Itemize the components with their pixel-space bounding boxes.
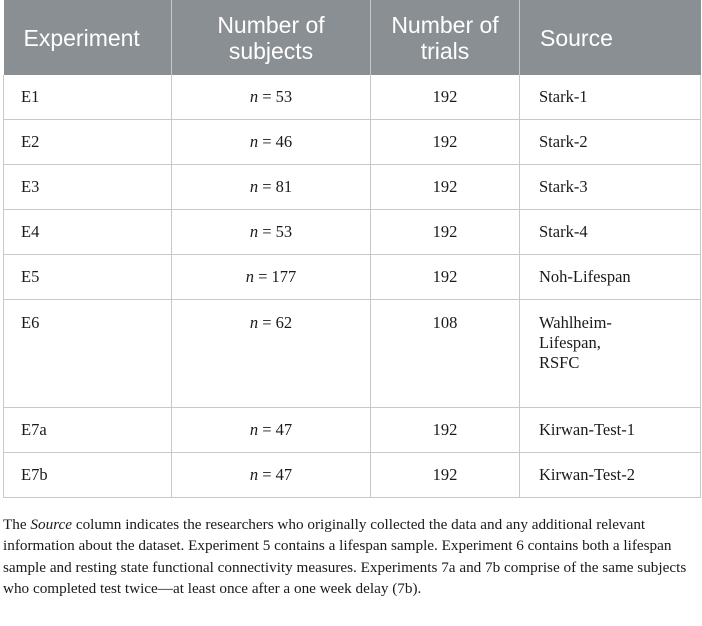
source-cell: Stark-1	[520, 75, 701, 120]
experiment-cell: E4	[4, 210, 172, 255]
subjects-cell	[172, 75, 371, 120]
experiment-cell: E1	[4, 75, 172, 120]
trials-cell: 192	[371, 165, 520, 210]
trials-cell: 192	[371, 408, 520, 453]
n-symbol: n	[249, 465, 259, 484]
source-cell: Kirwan-Test-1	[520, 408, 701, 453]
header-experiment: Experiment	[4, 0, 172, 75]
table-footnote	[3, 514, 702, 599]
n-symbol: n	[245, 267, 254, 286]
n-symbol: n	[249, 222, 259, 241]
equals-sign: =	[258, 222, 276, 241]
subjects-value: 46	[275, 132, 293, 151]
n-symbol: n	[249, 420, 259, 439]
header-source: Source	[520, 0, 701, 75]
subjects-cell	[172, 408, 371, 453]
subjects-value: 62	[275, 313, 293, 332]
source-cell: Stark-3	[520, 165, 701, 210]
experiment-cell: E7a	[4, 408, 172, 453]
experiments-table	[3, 0, 701, 498]
subjects-cell	[172, 255, 371, 300]
equals-sign: =	[258, 87, 276, 106]
subjects-cell	[172, 165, 371, 210]
table-row	[4, 120, 701, 165]
subjects-value: 47	[275, 465, 293, 484]
header-subjects: Number of subjects	[172, 0, 371, 75]
table-header	[4, 0, 701, 75]
footnote-prefix: The	[3, 516, 31, 533]
trials-cell: 192	[371, 210, 520, 255]
table-row	[4, 210, 701, 255]
subjects-cell	[172, 120, 371, 165]
table-row	[4, 255, 701, 300]
experiment-cell: E3	[4, 165, 172, 210]
experiment-cell: E5	[4, 255, 172, 300]
equals-sign: =	[258, 313, 276, 332]
equals-sign: =	[253, 267, 272, 286]
source-cell	[520, 300, 701, 408]
experiment-cell: E6	[4, 300, 172, 408]
subjects-value: 47	[275, 420, 293, 439]
trials-cell: 108	[371, 300, 520, 408]
table-row	[4, 300, 701, 408]
table-row	[4, 408, 701, 453]
subjects-cell	[172, 210, 371, 255]
trials-cell: 192	[371, 120, 520, 165]
table-row	[4, 75, 701, 120]
trials-cell: 192	[371, 255, 520, 300]
source-line: RSFC	[539, 353, 580, 372]
equals-sign: =	[258, 132, 276, 151]
source-cell: Stark-4	[520, 210, 701, 255]
table-row	[4, 165, 701, 210]
header-row	[4, 0, 701, 75]
experiment-cell: E2	[4, 120, 172, 165]
trials-cell: 192	[371, 75, 520, 120]
equals-sign: =	[258, 420, 276, 439]
trials-cell: 192	[371, 453, 520, 498]
n-symbol: n	[249, 132, 259, 151]
subjects-value: 177	[271, 267, 297, 286]
n-symbol: n	[249, 177, 259, 196]
table-body	[4, 75, 701, 498]
table-row	[4, 453, 701, 498]
n-symbol: n	[249, 313, 259, 332]
source-line: Lifespan,	[539, 333, 601, 352]
equals-sign: =	[258, 177, 276, 196]
subjects-value: 53	[275, 87, 293, 106]
source-line: Wahlheim-	[539, 313, 612, 332]
header-trials: Number of trials	[371, 0, 520, 75]
source-cell: Noh-Lifespan	[520, 255, 701, 300]
experiment-cell: E7b	[4, 453, 172, 498]
subjects-cell	[172, 453, 371, 498]
source-cell: Stark-2	[520, 120, 701, 165]
footnote-emphasis: Source	[30, 516, 73, 533]
subjects-value: 81	[275, 177, 293, 196]
subjects-cell	[172, 300, 371, 408]
footnote-text: column indicates the researchers who originally collected the data and any additional relevant information about the dataset. Experiment 5 contains a lifespan sample. Experiment 6 contains both a lifespan sample and resting state functional connectivity measures. Experiments 7a and 7b comprise of the same subjects who completed test twice—at least once after a one week delay (7b).	[3, 516, 687, 597]
n-symbol: n	[249, 87, 259, 106]
source-cell: Kirwan-Test-2	[520, 453, 701, 498]
equals-sign: =	[258, 465, 276, 484]
subjects-value: 53	[275, 222, 293, 241]
